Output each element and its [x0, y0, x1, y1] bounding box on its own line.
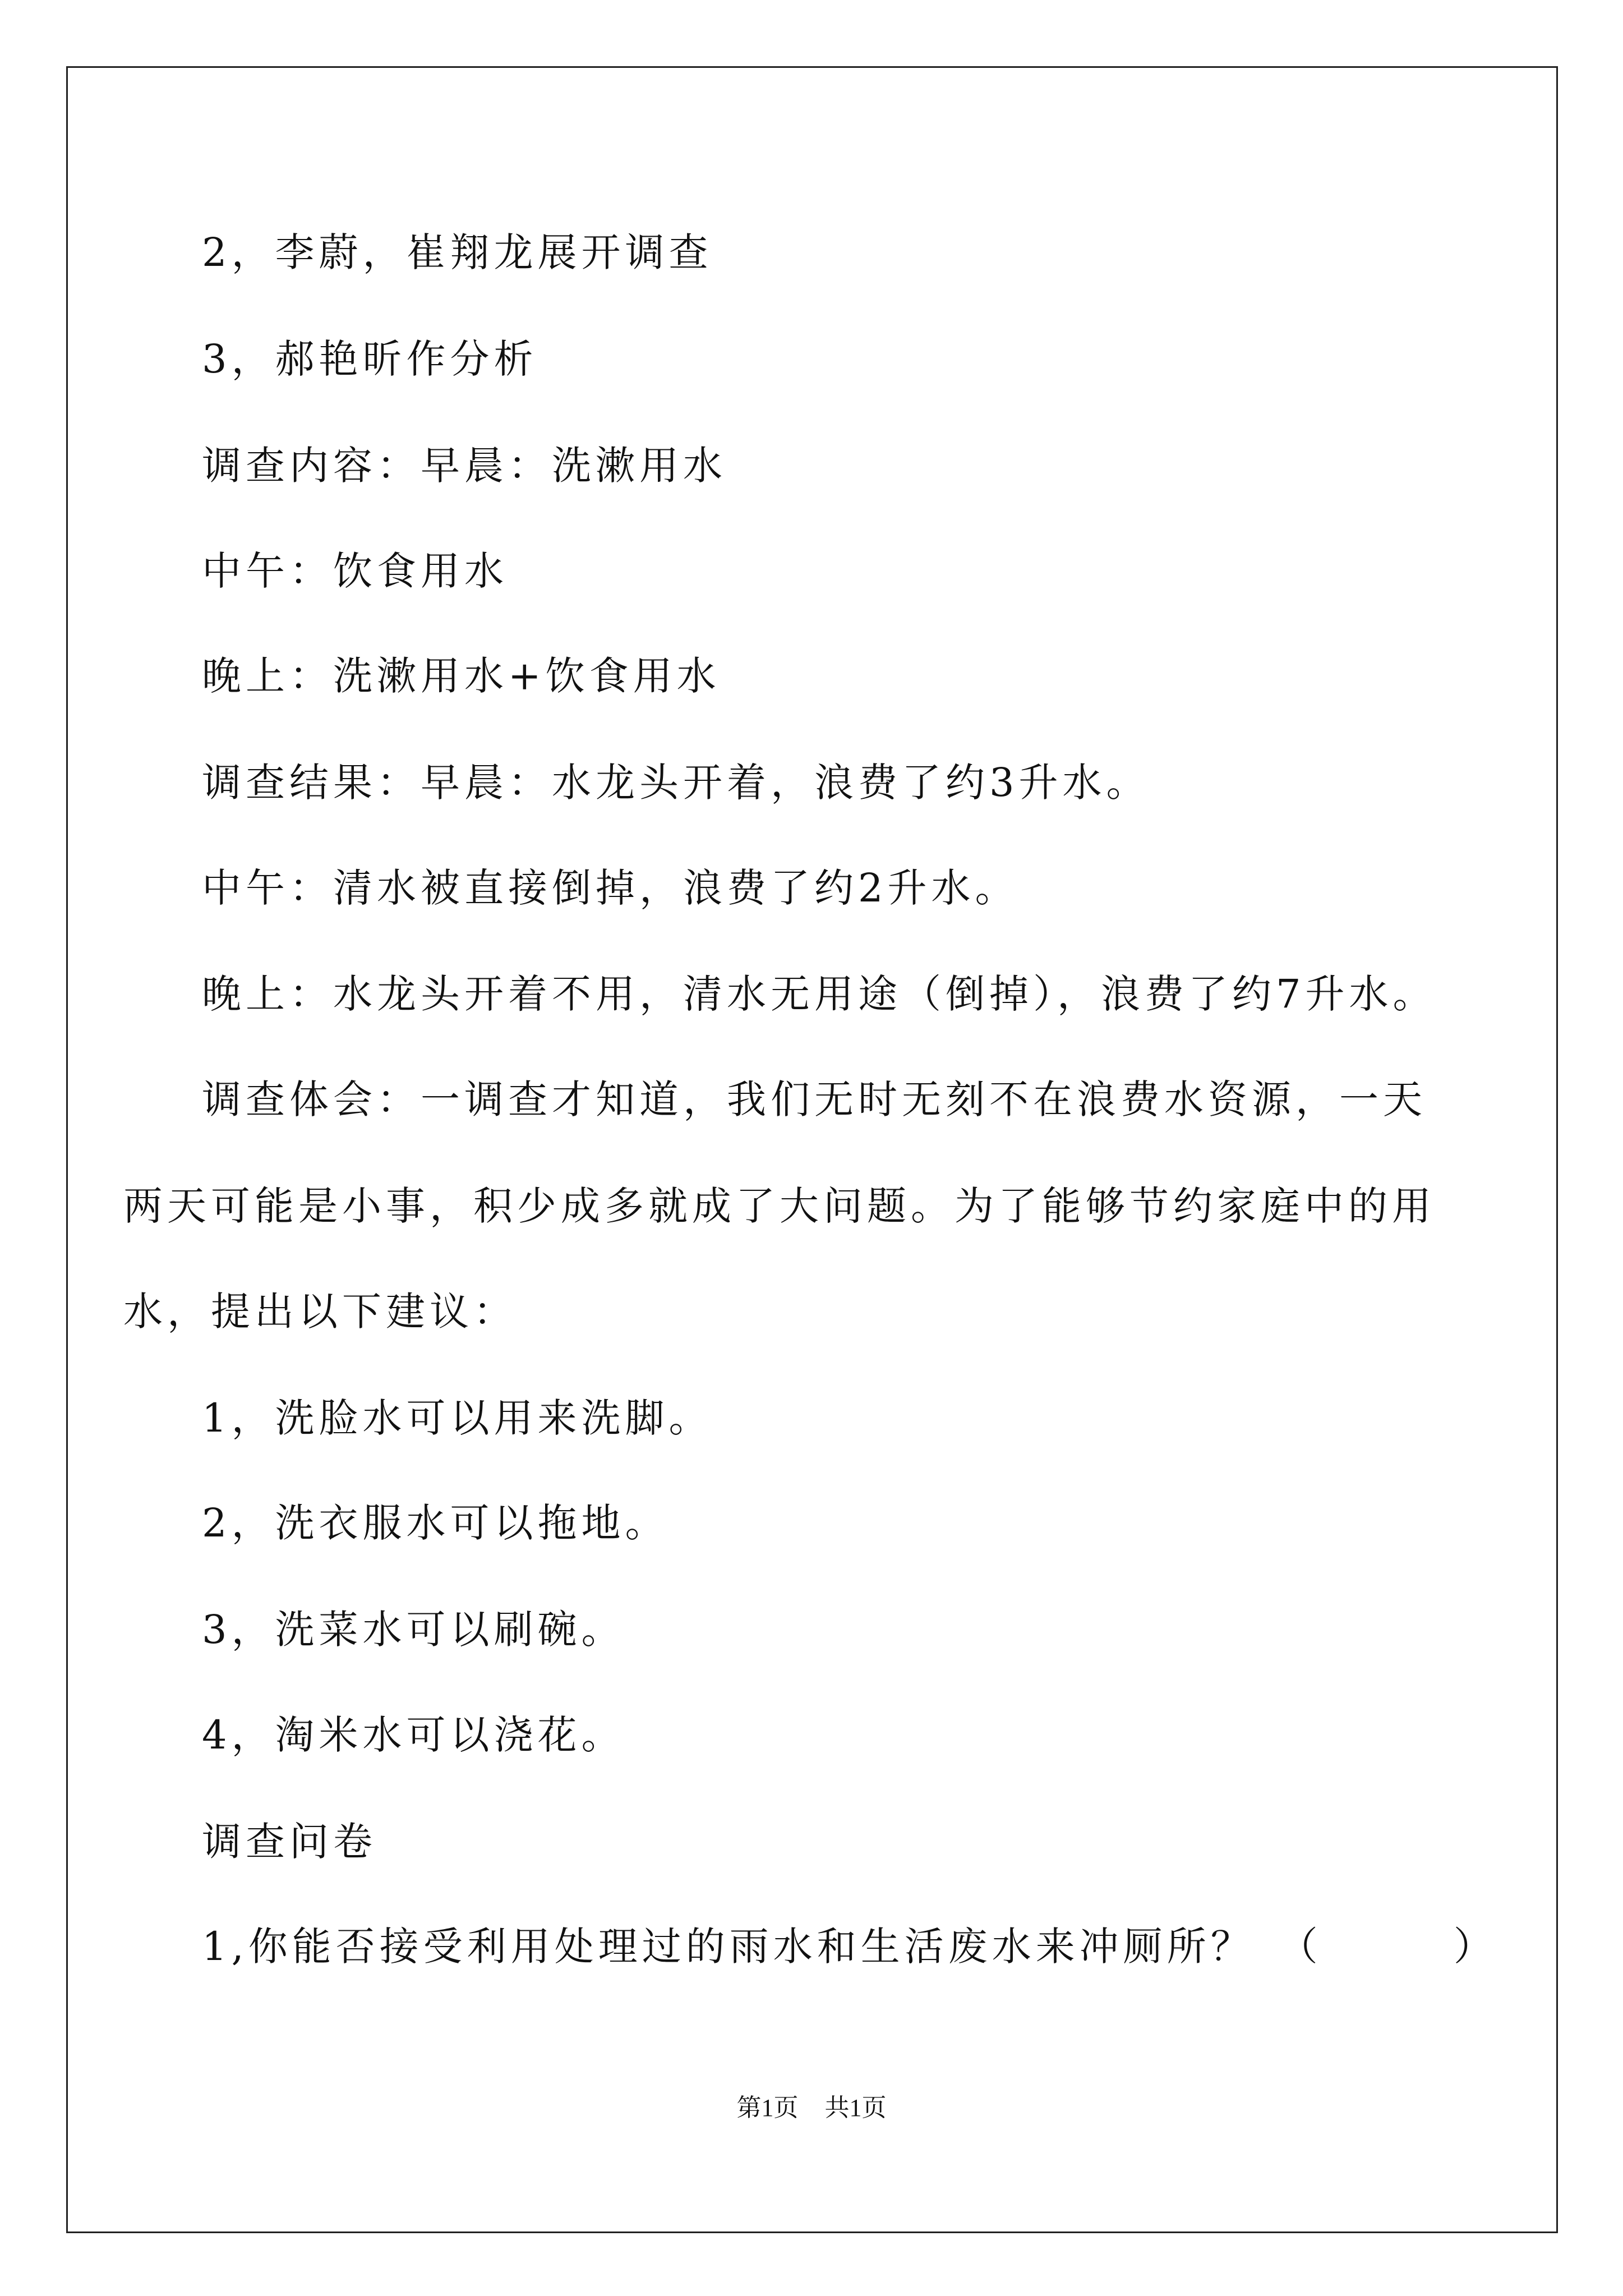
text-line: 调查结果：早晨：水龙头开着，浪费了约3升水。 — [202, 760, 1150, 806]
text-line: 3，郝艳昕作分析 — [202, 336, 538, 382]
page-number: 第1页 — [736, 2094, 799, 2122]
text-line: 中午：饮食用水 — [202, 548, 508, 594]
text-line: 晚上：水龙头开着不用，清水无用途（倒掉），浪费了约7升水。 — [202, 971, 1437, 1017]
text-line: 2，李蔚，崔翔龙展开调查 — [202, 229, 713, 275]
list-item: 1，洗脸水可以用来洗脚。 — [202, 1395, 713, 1441]
text-line: 调查内容：早晨：洗漱用水 — [202, 443, 727, 489]
list-item: 3，洗菜水可以刷碗。 — [202, 1607, 625, 1653]
section-heading: 调查问卷 — [202, 1819, 377, 1865]
page-total: 共1页 — [824, 2094, 887, 2122]
text-line: 两天可能是小事，积少成多就成了大问题。为了能够节约家庭中的用 — [123, 1183, 1436, 1229]
list-item: 2，洗衣服水可以拖地。 — [202, 1500, 669, 1546]
page-border — [66, 66, 1558, 2233]
page-footer — [0, 2091, 1623, 2125]
text-line: 晚上：洗漱用水+饮食用水 — [202, 653, 721, 699]
list-item: 4，淘米水可以浇花。 — [202, 1712, 625, 1758]
text-line: 水，提出以下建议： — [123, 1289, 517, 1335]
text-line: 调查体会：一调查才知道，我们无时无刻不在浪费水资源，一天 — [202, 1076, 1427, 1122]
text-line: 中午：清水被直接倒掉，浪费了约2升水。 — [202, 865, 1019, 911]
question-item: 1,你能否接受利用处理过的雨水和生活废水来冲厕所？ （ ） — [202, 1924, 1497, 1970]
